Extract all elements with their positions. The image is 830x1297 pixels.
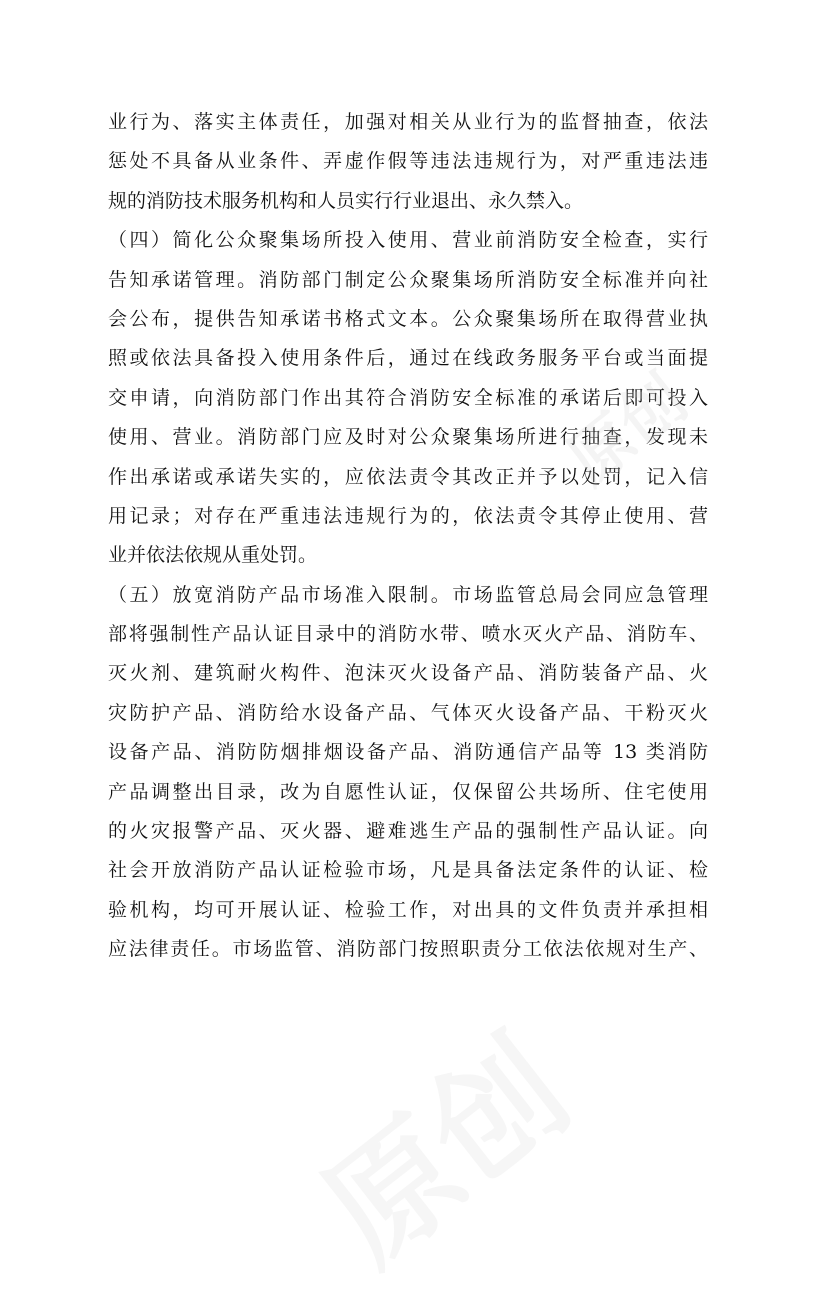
text-line: 业行为、落实主体责任，加强对相关从业行为的监督抽查，依法 bbox=[108, 111, 708, 133]
text-line: 的火灾报警产品、灭火器、避难逃生产品的强制性产品认证。向 bbox=[108, 820, 708, 843]
text-line: 使用、营业。消防部门应及时对公众聚集场所进行抽查，发现未 bbox=[108, 426, 708, 449]
text-line: 业并依法依规从重处罚。 bbox=[108, 544, 318, 567]
watermark: 原创 bbox=[554, 362, 701, 500]
text-line: 产品调整出目录，改为自愿性认证，仅保留公共场所、住宅使用 bbox=[108, 780, 708, 803]
text-line: 惩处不具备从业条件、弄虚作假等违法违规行为，对严重违法违 bbox=[108, 150, 708, 173]
text-line: 应法律责任。市场监管、消防部门按照职责分工依法依规对生产、 bbox=[108, 938, 708, 961]
text-line: 灭火剂、建筑耐火构件、泡沫灭火设备产品、消防装备产品、火 bbox=[108, 662, 708, 685]
text-line: 告知承诺管理。消防部门制定公众聚集场所消防安全标准并向社 bbox=[108, 268, 708, 291]
text-line: 部将强制性产品认证目录中的消防水带、喷水灭火产品、消防车、 bbox=[108, 623, 708, 646]
text-line: 验机构，均可开展认证、检验工作，对出具的文件负责并承担相 bbox=[108, 898, 708, 921]
text-line: 规的消防技术服务机构和人员实行行业退出、永久禁入。 bbox=[108, 189, 584, 212]
text-line: 交申请，向消防部门作出其符合消防安全标准的承诺后即可投入 bbox=[108, 386, 708, 409]
document-body bbox=[108, 103, 708, 970]
text-line: 社会开放消防产品认证检验市场，凡是具备法定条件的认证、检 bbox=[108, 859, 708, 882]
text-line: 作出承诺或承诺失实的，应依法责令其改正并予以处罚，记入信 bbox=[108, 465, 708, 488]
text-line: （四）简化公众聚集场所投入使用、营业前消防安全检查，实行 bbox=[108, 229, 708, 252]
text-line: 会公布，提供告知承诺书格式文本。公众聚集场所在取得营业执 bbox=[108, 307, 708, 330]
watermark: 原创 bbox=[297, 1011, 596, 1292]
text-line: 照或依法具备投入使用条件后，通过在线政务服务平台或当面提 bbox=[108, 347, 708, 370]
text-line: 灾防护产品、消防给水设备产品、气体灭火设备产品、干粉灭火 bbox=[108, 701, 708, 724]
text-line: 设备产品、消防防烟排烟设备产品、消防通信产品等 13 类消防 bbox=[108, 741, 708, 764]
text-line: （五）放宽消防产品市场准入限制。市场监管总局会同应急管理 bbox=[108, 583, 708, 606]
text-line: 用记录；对存在严重违法违规行为的，依法责令其停止使用、营 bbox=[108, 504, 708, 527]
